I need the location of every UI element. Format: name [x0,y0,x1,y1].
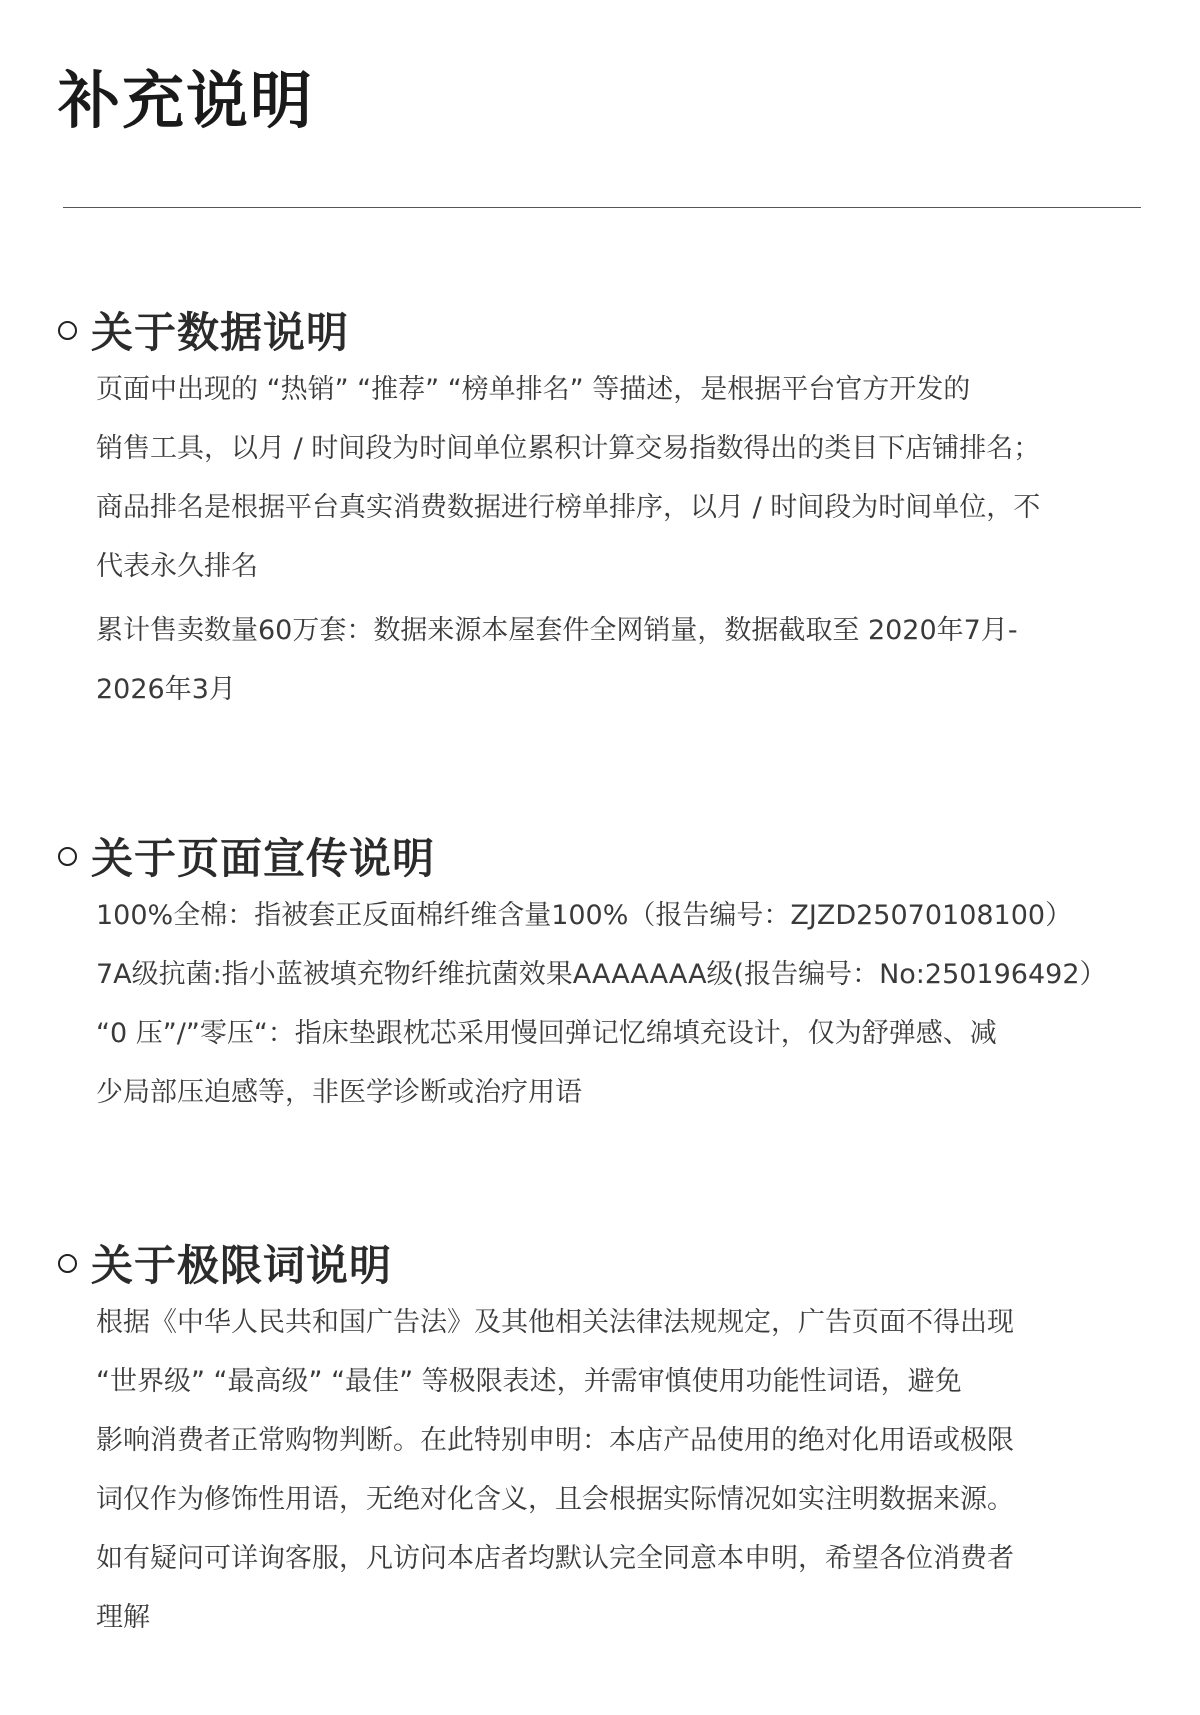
section-extreme-words-explanation [58,1233,1168,1647]
page-title: 补充说明 [58,64,315,137]
text-line: 100%全棉：指被套正反面棉纤维含量100%（报告编号：ZJZD25070108100） [96,900,1073,931]
paragraph [96,1293,1168,1647]
text-line: “0 压”/”零压“：指床垫跟枕芯采用慢回弹记忆绵填充设计，仅为舒弹感、减 [96,1018,997,1049]
text-line: 代表永久排名 [96,551,258,582]
text-line: 页面中出现的 “热销” “推荐” “榜单排名” 等描述，是根据平台官方开发的 [96,374,971,405]
title-divider [63,207,1141,208]
section-header [58,826,1168,886]
circle-bullet-icon [58,1254,77,1273]
text-line: 影响消费者正常购物判断。在此特别申明：本店产品使用的绝对化用语或极限 [96,1425,1014,1456]
text-line: 词仅作为修饰性用语，无绝对化含义，且会根据实际情况如实注明数据来源。 [96,1484,1014,1515]
section-promo-explanation [58,826,1168,1122]
section-body [96,886,1168,1122]
paragraph [96,360,1168,596]
circle-bullet-icon [58,321,77,340]
section-title: 关于数据说明 [91,308,350,357]
text-line: 销售工具，以月 / 时间段为时间单位累积计算交易指数得出的类目下店铺排名； [96,433,1041,464]
text-line: 2026年3月 [96,674,236,705]
section-body [96,1293,1168,1647]
section-header [58,1233,1168,1293]
text-line: 如有疑问可详询客服，凡访问本店者均默认完全同意本申明，希望各位消费者 [96,1543,1014,1574]
text-line: 理解 [96,1602,150,1633]
text-line: “世界级” “最高级” “最佳” 等极限表述，并需审慎使用功能性词语，避免 [96,1366,962,1397]
text-line: 累计售卖数量60万套：数据来源本屋套件全网销量，数据截取至 2020年7月- [96,615,1018,646]
text-line: 少局部压迫感等，非医学诊断或治疗用语 [96,1077,582,1108]
section-title: 关于页面宣传说明 [91,834,436,883]
paragraph [96,601,1168,719]
section-title: 关于极限词说明 [91,1241,393,1290]
text-line: 根据《中华人民共和国广告法》及其他相关法律法规规定，广告页面不得出现 [96,1307,1014,1338]
circle-bullet-icon [58,847,77,866]
section-data-explanation [58,300,1168,719]
section-body [96,360,1168,719]
section-header [58,300,1168,360]
paragraph [96,886,1168,1122]
text-line: 商品排名是根据平台真实消费数据进行榜单排序，以月 / 时间段为时间单位，不 [96,492,1041,523]
text-line: 7A级抗菌:指小蓝被填充物纤维抗菌效果AAAAAAA级(报告编号：No:250196492） [96,959,1107,990]
